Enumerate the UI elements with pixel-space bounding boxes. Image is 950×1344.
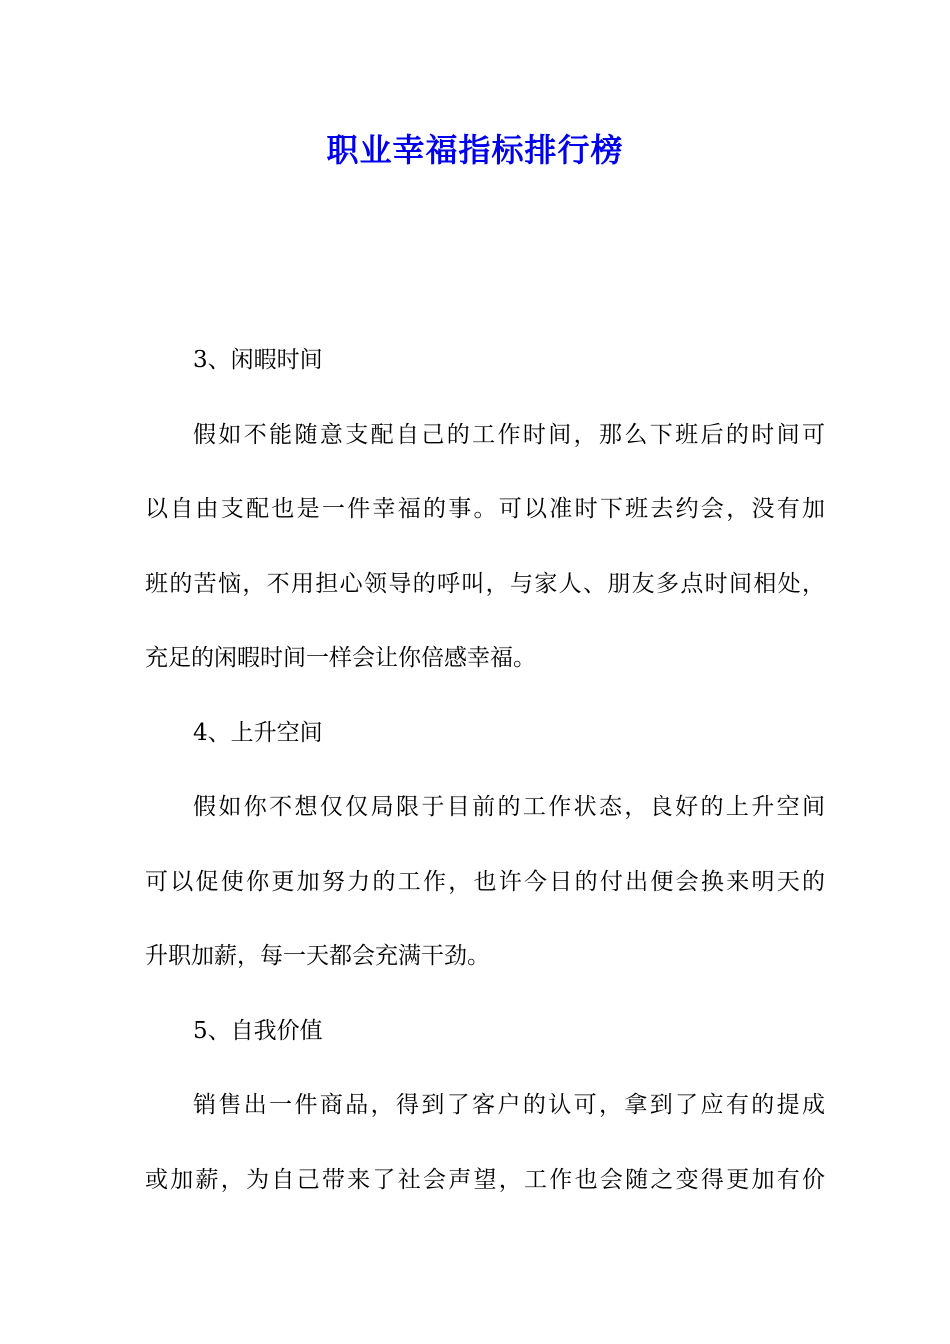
- body-text-line: 以自由支配也是一件幸福的事。可以准时下班去约会，没有加: [145, 496, 825, 522]
- body-text-line: 假如你不想仅仅局限于目前的工作状态，良好的上升空间: [193, 794, 825, 820]
- document-body: [145, 336, 825, 1230]
- body-text-line: 或加薪，为自己带来了社会声望，工作也会随之变得更加有价: [145, 1166, 825, 1193]
- body-text-line: 可以促使你更加努力的工作，也许今日的付出便会换来明天的: [145, 868, 825, 895]
- section-heading: 5、自我价值: [193, 1017, 323, 1044]
- section-heading: 4、上升空间: [193, 719, 323, 746]
- body-text-line: 充足的闲暇时间一样会让你倍感幸福。: [145, 645, 536, 671]
- body-text-line: 销售出一件商品，得到了客户的认可，拿到了应有的提成: [193, 1092, 825, 1118]
- body-text-line: 假如不能随意支配自己的工作时间，那么下班后的时间可: [193, 421, 825, 448]
- body-text-line: 班的苦恼，不用担心领导的呼叫，与家人、朋友多点时间相处，: [145, 570, 825, 597]
- section-heading: 3、闲暇时间: [193, 347, 323, 373]
- body-text-line: 升职加薪，每一天都会充满干劲。: [145, 943, 490, 969]
- document-title: 职业幸福指标排行榜: [326, 131, 624, 169]
